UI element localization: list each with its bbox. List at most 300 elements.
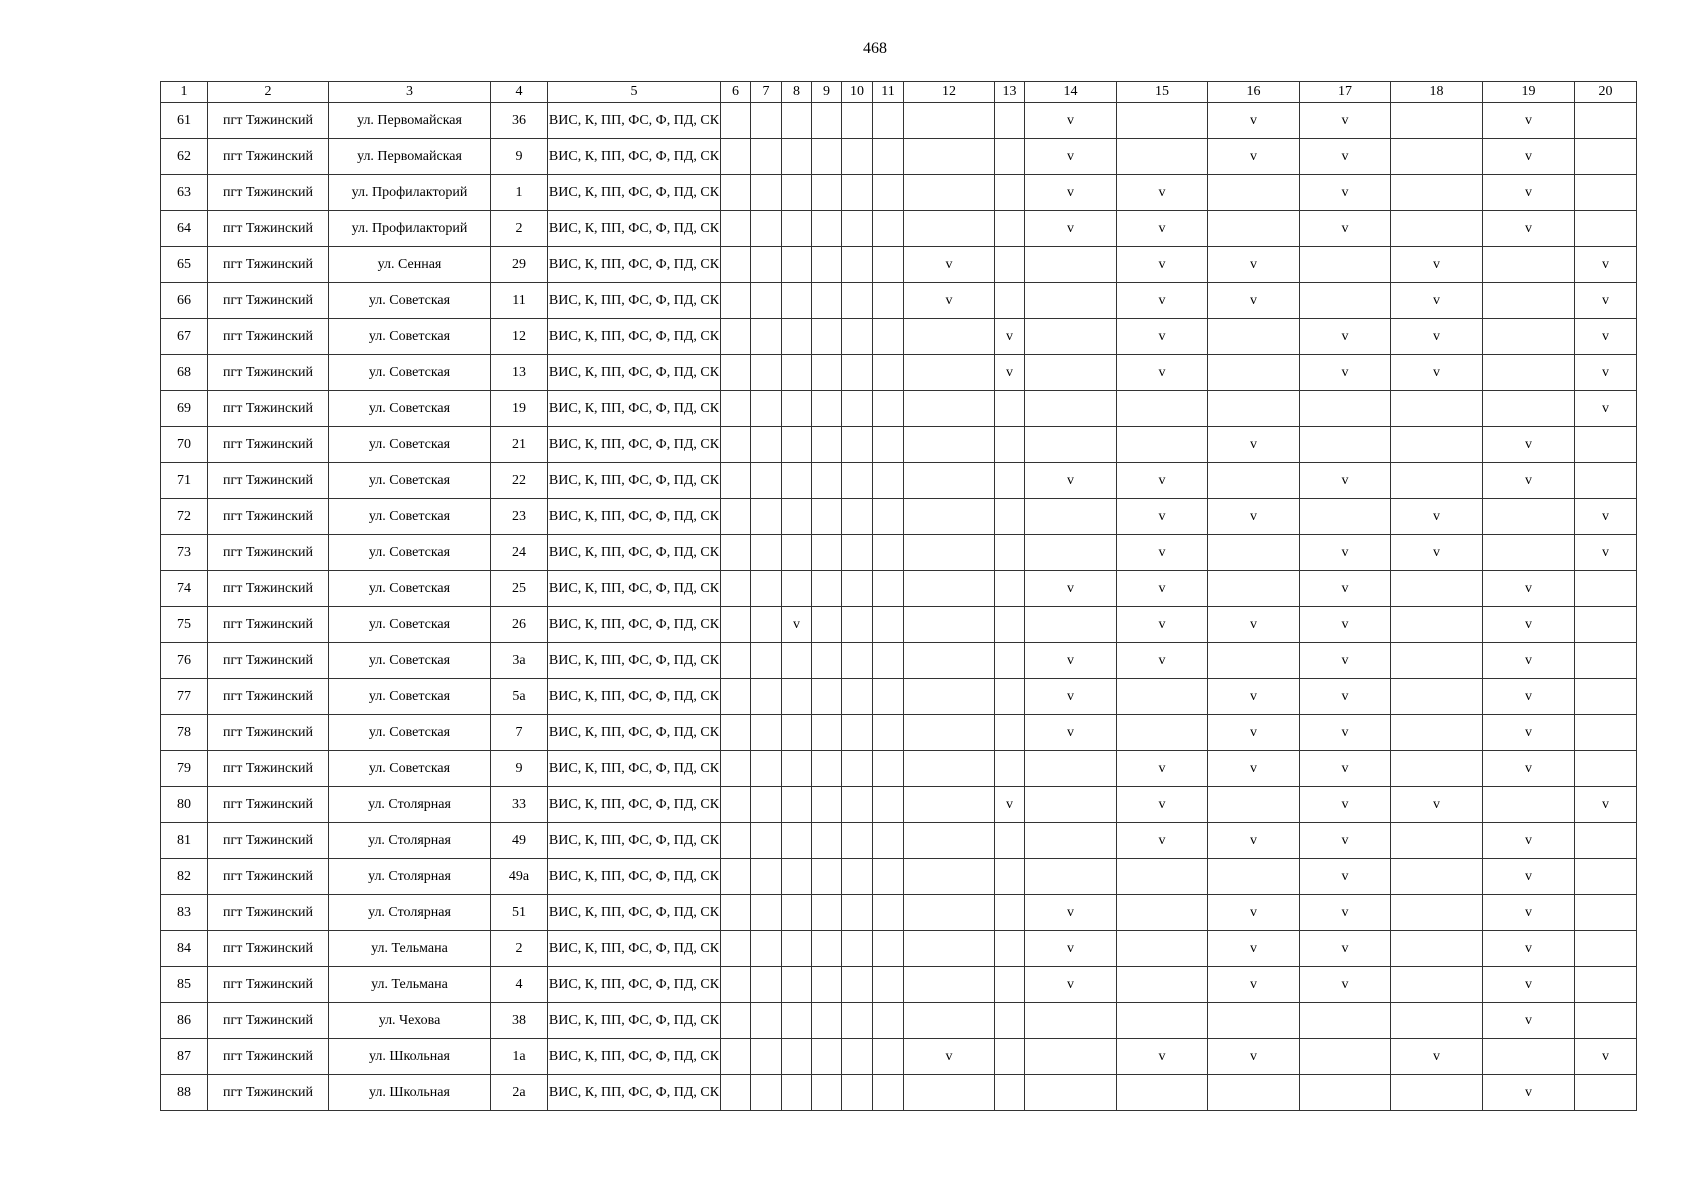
empty-cell — [904, 319, 995, 355]
empty-cell — [873, 463, 904, 499]
empty-cell — [1575, 427, 1637, 463]
objects-cell: ВИС, К, ПП, ФС, Ф, ПД, СК — [548, 679, 721, 715]
empty-cell — [751, 859, 782, 895]
locality-cell: пгт Тяжинский — [208, 1039, 329, 1075]
empty-cell — [782, 751, 812, 787]
empty-cell — [904, 355, 995, 391]
empty-cell — [995, 1003, 1025, 1039]
check-mark-cell: v — [1300, 571, 1391, 607]
empty-cell — [995, 931, 1025, 967]
empty-cell — [812, 499, 842, 535]
objects-cell: ВИС, К, ПП, ФС, Ф, ПД, СК — [548, 355, 721, 391]
check-mark-cell: v — [1575, 1039, 1637, 1075]
locality-cell: пгт Тяжинский — [208, 499, 329, 535]
row-number: 84 — [161, 931, 208, 967]
empty-cell — [1208, 1003, 1300, 1039]
empty-cell — [1391, 427, 1483, 463]
empty-cell — [812, 1075, 842, 1111]
empty-cell — [842, 247, 873, 283]
table-row — [161, 427, 1637, 463]
check-mark-cell: v — [1300, 535, 1391, 571]
table-row — [161, 823, 1637, 859]
row-number: 69 — [161, 391, 208, 427]
column-header: 3 — [329, 82, 491, 103]
empty-cell — [721, 1039, 751, 1075]
empty-cell — [904, 895, 995, 931]
house-cell: 19 — [491, 391, 548, 427]
street-cell: ул. Советская — [329, 643, 491, 679]
empty-cell — [1483, 787, 1575, 823]
table-row — [161, 751, 1637, 787]
empty-cell — [873, 1003, 904, 1039]
street-cell: ул. Школьная — [329, 1039, 491, 1075]
check-mark-cell: v — [1483, 1075, 1575, 1111]
empty-cell — [1208, 355, 1300, 391]
check-mark-cell: v — [1117, 1039, 1208, 1075]
check-mark-cell: v — [1208, 751, 1300, 787]
empty-cell — [842, 607, 873, 643]
empty-cell — [1025, 247, 1117, 283]
empty-cell — [1391, 1003, 1483, 1039]
check-mark-cell: v — [1300, 967, 1391, 1003]
check-mark-cell: v — [1025, 931, 1117, 967]
check-mark-cell: v — [1300, 211, 1391, 247]
empty-cell — [782, 427, 812, 463]
header-row — [161, 82, 1637, 103]
registry-table — [160, 81, 1637, 1111]
empty-cell — [721, 175, 751, 211]
objects-cell: ВИС, К, ПП, ФС, Ф, ПД, СК — [548, 715, 721, 751]
row-number: 81 — [161, 823, 208, 859]
table-body — [161, 103, 1637, 1111]
empty-cell — [842, 1039, 873, 1075]
empty-cell — [1391, 967, 1483, 1003]
house-cell: 49 — [491, 823, 548, 859]
row-number: 65 — [161, 247, 208, 283]
empty-cell — [721, 139, 751, 175]
check-mark-cell: v — [1208, 283, 1300, 319]
check-mark-cell: v — [1117, 643, 1208, 679]
empty-cell — [751, 175, 782, 211]
empty-cell — [1025, 391, 1117, 427]
row-number: 85 — [161, 967, 208, 1003]
empty-cell — [842, 1003, 873, 1039]
empty-cell — [812, 463, 842, 499]
locality-cell: пгт Тяжинский — [208, 283, 329, 319]
house-cell: 2 — [491, 211, 548, 247]
locality-cell: пгт Тяжинский — [208, 643, 329, 679]
column-header: 16 — [1208, 82, 1300, 103]
house-cell: 2а — [491, 1075, 548, 1111]
empty-cell — [904, 859, 995, 895]
house-cell: 1а — [491, 1039, 548, 1075]
empty-cell — [995, 643, 1025, 679]
house-cell: 24 — [491, 535, 548, 571]
check-mark-cell: v — [1208, 679, 1300, 715]
objects-cell: ВИС, К, ПП, ФС, Ф, ПД, СК — [548, 319, 721, 355]
check-mark-cell: v — [1117, 751, 1208, 787]
check-mark-cell: v — [1208, 499, 1300, 535]
empty-cell — [751, 535, 782, 571]
empty-cell — [721, 463, 751, 499]
empty-cell — [721, 247, 751, 283]
street-cell: ул. Тельмана — [329, 931, 491, 967]
check-mark-cell: v — [1575, 535, 1637, 571]
objects-cell: ВИС, К, ПП, ФС, Ф, ПД, СК — [548, 571, 721, 607]
column-header: 2 — [208, 82, 329, 103]
check-mark-cell: v — [1025, 139, 1117, 175]
empty-cell — [751, 139, 782, 175]
empty-cell — [1391, 931, 1483, 967]
empty-cell — [751, 355, 782, 391]
locality-cell: пгт Тяжинский — [208, 535, 329, 571]
street-cell: ул. Советская — [329, 607, 491, 643]
empty-cell — [721, 967, 751, 1003]
empty-cell — [1575, 715, 1637, 751]
empty-cell — [751, 211, 782, 247]
house-cell: 4 — [491, 967, 548, 1003]
check-mark-cell: v — [1391, 355, 1483, 391]
empty-cell — [782, 499, 812, 535]
check-mark-cell: v — [1300, 175, 1391, 211]
empty-cell — [1117, 715, 1208, 751]
house-cell: 2 — [491, 931, 548, 967]
check-mark-cell: v — [1483, 967, 1575, 1003]
locality-cell: пгт Тяжинский — [208, 247, 329, 283]
locality-cell: пгт Тяжинский — [208, 427, 329, 463]
empty-cell — [842, 715, 873, 751]
check-mark-cell: v — [1483, 175, 1575, 211]
objects-cell: ВИС, К, ПП, ФС, Ф, ПД, СК — [548, 463, 721, 499]
check-mark-cell: v — [1208, 895, 1300, 931]
empty-cell — [1575, 139, 1637, 175]
empty-cell — [1117, 391, 1208, 427]
table-row — [161, 247, 1637, 283]
empty-cell — [842, 535, 873, 571]
empty-cell — [782, 391, 812, 427]
check-mark-cell: v — [1208, 247, 1300, 283]
empty-cell — [1391, 1075, 1483, 1111]
empty-cell — [812, 679, 842, 715]
check-mark-cell: v — [1300, 139, 1391, 175]
empty-cell — [873, 283, 904, 319]
empty-cell — [1483, 355, 1575, 391]
street-cell: ул. Школьная — [329, 1075, 491, 1111]
empty-cell — [812, 859, 842, 895]
table-row — [161, 391, 1637, 427]
empty-cell — [721, 499, 751, 535]
check-mark-cell: v — [1391, 319, 1483, 355]
empty-cell — [782, 319, 812, 355]
row-number: 68 — [161, 355, 208, 391]
empty-cell — [782, 1075, 812, 1111]
table-row — [161, 643, 1637, 679]
check-mark-cell: v — [1025, 643, 1117, 679]
empty-cell — [873, 859, 904, 895]
check-mark-cell: v — [1483, 751, 1575, 787]
empty-cell — [812, 391, 842, 427]
empty-cell — [1025, 607, 1117, 643]
empty-cell — [721, 607, 751, 643]
empty-cell — [873, 427, 904, 463]
locality-cell: пгт Тяжинский — [208, 859, 329, 895]
empty-cell — [1575, 1075, 1637, 1111]
empty-cell — [995, 391, 1025, 427]
check-mark-cell: v — [1483, 211, 1575, 247]
empty-cell — [782, 247, 812, 283]
check-mark-cell: v — [1208, 607, 1300, 643]
empty-cell — [842, 823, 873, 859]
empty-cell — [1025, 283, 1117, 319]
empty-cell — [1117, 679, 1208, 715]
table-row — [161, 715, 1637, 751]
empty-cell — [873, 643, 904, 679]
empty-cell — [1117, 103, 1208, 139]
table-row — [161, 895, 1637, 931]
empty-cell — [1391, 643, 1483, 679]
empty-cell — [1483, 535, 1575, 571]
empty-cell — [1391, 715, 1483, 751]
empty-cell — [1117, 139, 1208, 175]
objects-cell: ВИС, К, ПП, ФС, Ф, ПД, СК — [548, 535, 721, 571]
check-mark-cell: v — [1025, 463, 1117, 499]
empty-cell — [842, 103, 873, 139]
locality-cell: пгт Тяжинский — [208, 967, 329, 1003]
check-mark-cell: v — [1483, 931, 1575, 967]
empty-cell — [782, 643, 812, 679]
column-header: 19 — [1483, 82, 1575, 103]
check-mark-cell: v — [1025, 967, 1117, 1003]
check-mark-cell: v — [1117, 319, 1208, 355]
house-cell: 21 — [491, 427, 548, 463]
empty-cell — [1208, 211, 1300, 247]
check-mark-cell: v — [1117, 787, 1208, 823]
check-mark-cell: v — [1208, 103, 1300, 139]
check-mark-cell: v — [1483, 895, 1575, 931]
table-row — [161, 679, 1637, 715]
empty-cell — [873, 1075, 904, 1111]
objects-cell: ВИС, К, ПП, ФС, Ф, ПД, СК — [548, 895, 721, 931]
check-mark-cell: v — [1117, 175, 1208, 211]
check-mark-cell: v — [1300, 715, 1391, 751]
empty-cell — [842, 1075, 873, 1111]
column-header: 14 — [1025, 82, 1117, 103]
row-number: 64 — [161, 211, 208, 247]
empty-cell — [842, 859, 873, 895]
column-header: 7 — [751, 82, 782, 103]
empty-cell — [1300, 499, 1391, 535]
empty-cell — [904, 427, 995, 463]
street-cell: ул. Советская — [329, 535, 491, 571]
empty-cell — [751, 787, 782, 823]
check-mark-cell: v — [1391, 1039, 1483, 1075]
empty-cell — [1025, 787, 1117, 823]
empty-cell — [721, 1003, 751, 1039]
empty-cell — [782, 859, 812, 895]
empty-cell — [995, 1075, 1025, 1111]
check-mark-cell: v — [1575, 355, 1637, 391]
row-number: 63 — [161, 175, 208, 211]
empty-cell — [1575, 967, 1637, 1003]
street-cell: ул. Сенная — [329, 247, 491, 283]
empty-cell — [782, 175, 812, 211]
empty-cell — [751, 823, 782, 859]
empty-cell — [1391, 571, 1483, 607]
empty-cell — [812, 247, 842, 283]
empty-cell — [812, 535, 842, 571]
objects-cell: ВИС, К, ПП, ФС, Ф, ПД, СК — [548, 211, 721, 247]
street-cell: ул. Советская — [329, 319, 491, 355]
table-row — [161, 787, 1637, 823]
empty-cell — [812, 967, 842, 1003]
empty-cell — [812, 787, 842, 823]
check-mark-cell: v — [1208, 1039, 1300, 1075]
empty-cell — [1391, 103, 1483, 139]
empty-cell — [782, 895, 812, 931]
empty-cell — [904, 931, 995, 967]
empty-cell — [873, 103, 904, 139]
row-number: 67 — [161, 319, 208, 355]
check-mark-cell: v — [1575, 391, 1637, 427]
check-mark-cell: v — [1483, 859, 1575, 895]
empty-cell — [721, 1075, 751, 1111]
empty-cell — [842, 427, 873, 463]
objects-cell: ВИС, К, ПП, ФС, Ф, ПД, СК — [548, 643, 721, 679]
locality-cell: пгт Тяжинский — [208, 715, 329, 751]
check-mark-cell: v — [1208, 427, 1300, 463]
empty-cell — [812, 715, 842, 751]
objects-cell: ВИС, К, ПП, ФС, Ф, ПД, СК — [548, 1039, 721, 1075]
check-mark-cell: v — [1117, 283, 1208, 319]
empty-cell — [721, 751, 751, 787]
check-mark-cell: v — [1483, 427, 1575, 463]
empty-cell — [842, 139, 873, 175]
empty-cell — [812, 823, 842, 859]
row-number: 62 — [161, 139, 208, 175]
empty-cell — [995, 247, 1025, 283]
empty-cell — [751, 895, 782, 931]
empty-cell — [873, 211, 904, 247]
check-mark-cell: v — [1575, 319, 1637, 355]
empty-cell — [782, 931, 812, 967]
column-header: 15 — [1117, 82, 1208, 103]
objects-cell: ВИС, К, ПП, ФС, Ф, ПД, СК — [548, 859, 721, 895]
empty-cell — [1025, 499, 1117, 535]
check-mark-cell: v — [1483, 823, 1575, 859]
empty-cell — [721, 823, 751, 859]
empty-cell — [812, 1003, 842, 1039]
empty-cell — [1300, 1039, 1391, 1075]
street-cell: ул. Первомайская — [329, 103, 491, 139]
house-cell: 1 — [491, 175, 548, 211]
table-row — [161, 1003, 1637, 1039]
empty-cell — [873, 751, 904, 787]
locality-cell: пгт Тяжинский — [208, 175, 329, 211]
empty-cell — [721, 319, 751, 355]
empty-cell — [904, 967, 995, 1003]
empty-cell — [1575, 571, 1637, 607]
empty-cell — [1391, 139, 1483, 175]
empty-cell — [873, 391, 904, 427]
check-mark-cell: v — [1391, 787, 1483, 823]
table-row — [161, 319, 1637, 355]
empty-cell — [721, 427, 751, 463]
empty-cell — [842, 211, 873, 247]
empty-cell — [812, 1039, 842, 1075]
house-cell: 25 — [491, 571, 548, 607]
empty-cell — [751, 499, 782, 535]
row-number: 72 — [161, 499, 208, 535]
empty-cell — [873, 535, 904, 571]
check-mark-cell: v — [1300, 643, 1391, 679]
objects-cell: ВИС, К, ПП, ФС, Ф, ПД, СК — [548, 103, 721, 139]
locality-cell: пгт Тяжинский — [208, 895, 329, 931]
empty-cell — [873, 715, 904, 751]
row-number: 83 — [161, 895, 208, 931]
column-header: 10 — [842, 82, 873, 103]
row-number: 74 — [161, 571, 208, 607]
empty-cell — [904, 535, 995, 571]
objects-cell: ВИС, К, ПП, ФС, Ф, ПД, СК — [548, 499, 721, 535]
table-header — [161, 82, 1637, 103]
empty-cell — [782, 283, 812, 319]
check-mark-cell: v — [1117, 211, 1208, 247]
check-mark-cell: v — [1483, 103, 1575, 139]
empty-cell — [1208, 319, 1300, 355]
objects-cell: ВИС, К, ПП, ФС, Ф, ПД, СК — [548, 967, 721, 1003]
check-mark-cell: v — [1025, 175, 1117, 211]
street-cell: ул. Столярная — [329, 895, 491, 931]
empty-cell — [1025, 1003, 1117, 1039]
table-row — [161, 1039, 1637, 1075]
street-cell: ул. Профилакторий — [329, 211, 491, 247]
empty-cell — [812, 319, 842, 355]
check-mark-cell: v — [1300, 895, 1391, 931]
street-cell: ул. Советская — [329, 427, 491, 463]
empty-cell — [995, 679, 1025, 715]
empty-cell — [1575, 859, 1637, 895]
empty-cell — [782, 1039, 812, 1075]
check-mark-cell: v — [1300, 607, 1391, 643]
empty-cell — [751, 715, 782, 751]
empty-cell — [842, 283, 873, 319]
empty-cell — [721, 391, 751, 427]
empty-cell — [721, 643, 751, 679]
check-mark-cell: v — [1300, 319, 1391, 355]
check-mark-cell: v — [1117, 247, 1208, 283]
check-mark-cell: v — [1117, 823, 1208, 859]
house-cell: 7 — [491, 715, 548, 751]
empty-cell — [751, 931, 782, 967]
street-cell: ул. Советская — [329, 355, 491, 391]
empty-cell — [904, 1075, 995, 1111]
house-cell: 9 — [491, 751, 548, 787]
empty-cell — [1391, 391, 1483, 427]
locality-cell: пгт Тяжинский — [208, 355, 329, 391]
objects-cell: ВИС, К, ПП, ФС, Ф, ПД, СК — [548, 391, 721, 427]
column-header: 17 — [1300, 82, 1391, 103]
check-mark-cell: v — [1025, 715, 1117, 751]
empty-cell — [1117, 931, 1208, 967]
column-header: 9 — [812, 82, 842, 103]
empty-cell — [873, 139, 904, 175]
empty-cell — [721, 859, 751, 895]
empty-cell — [782, 571, 812, 607]
empty-cell — [904, 571, 995, 607]
empty-cell — [842, 391, 873, 427]
row-number: 86 — [161, 1003, 208, 1039]
check-mark-cell: v — [1025, 571, 1117, 607]
